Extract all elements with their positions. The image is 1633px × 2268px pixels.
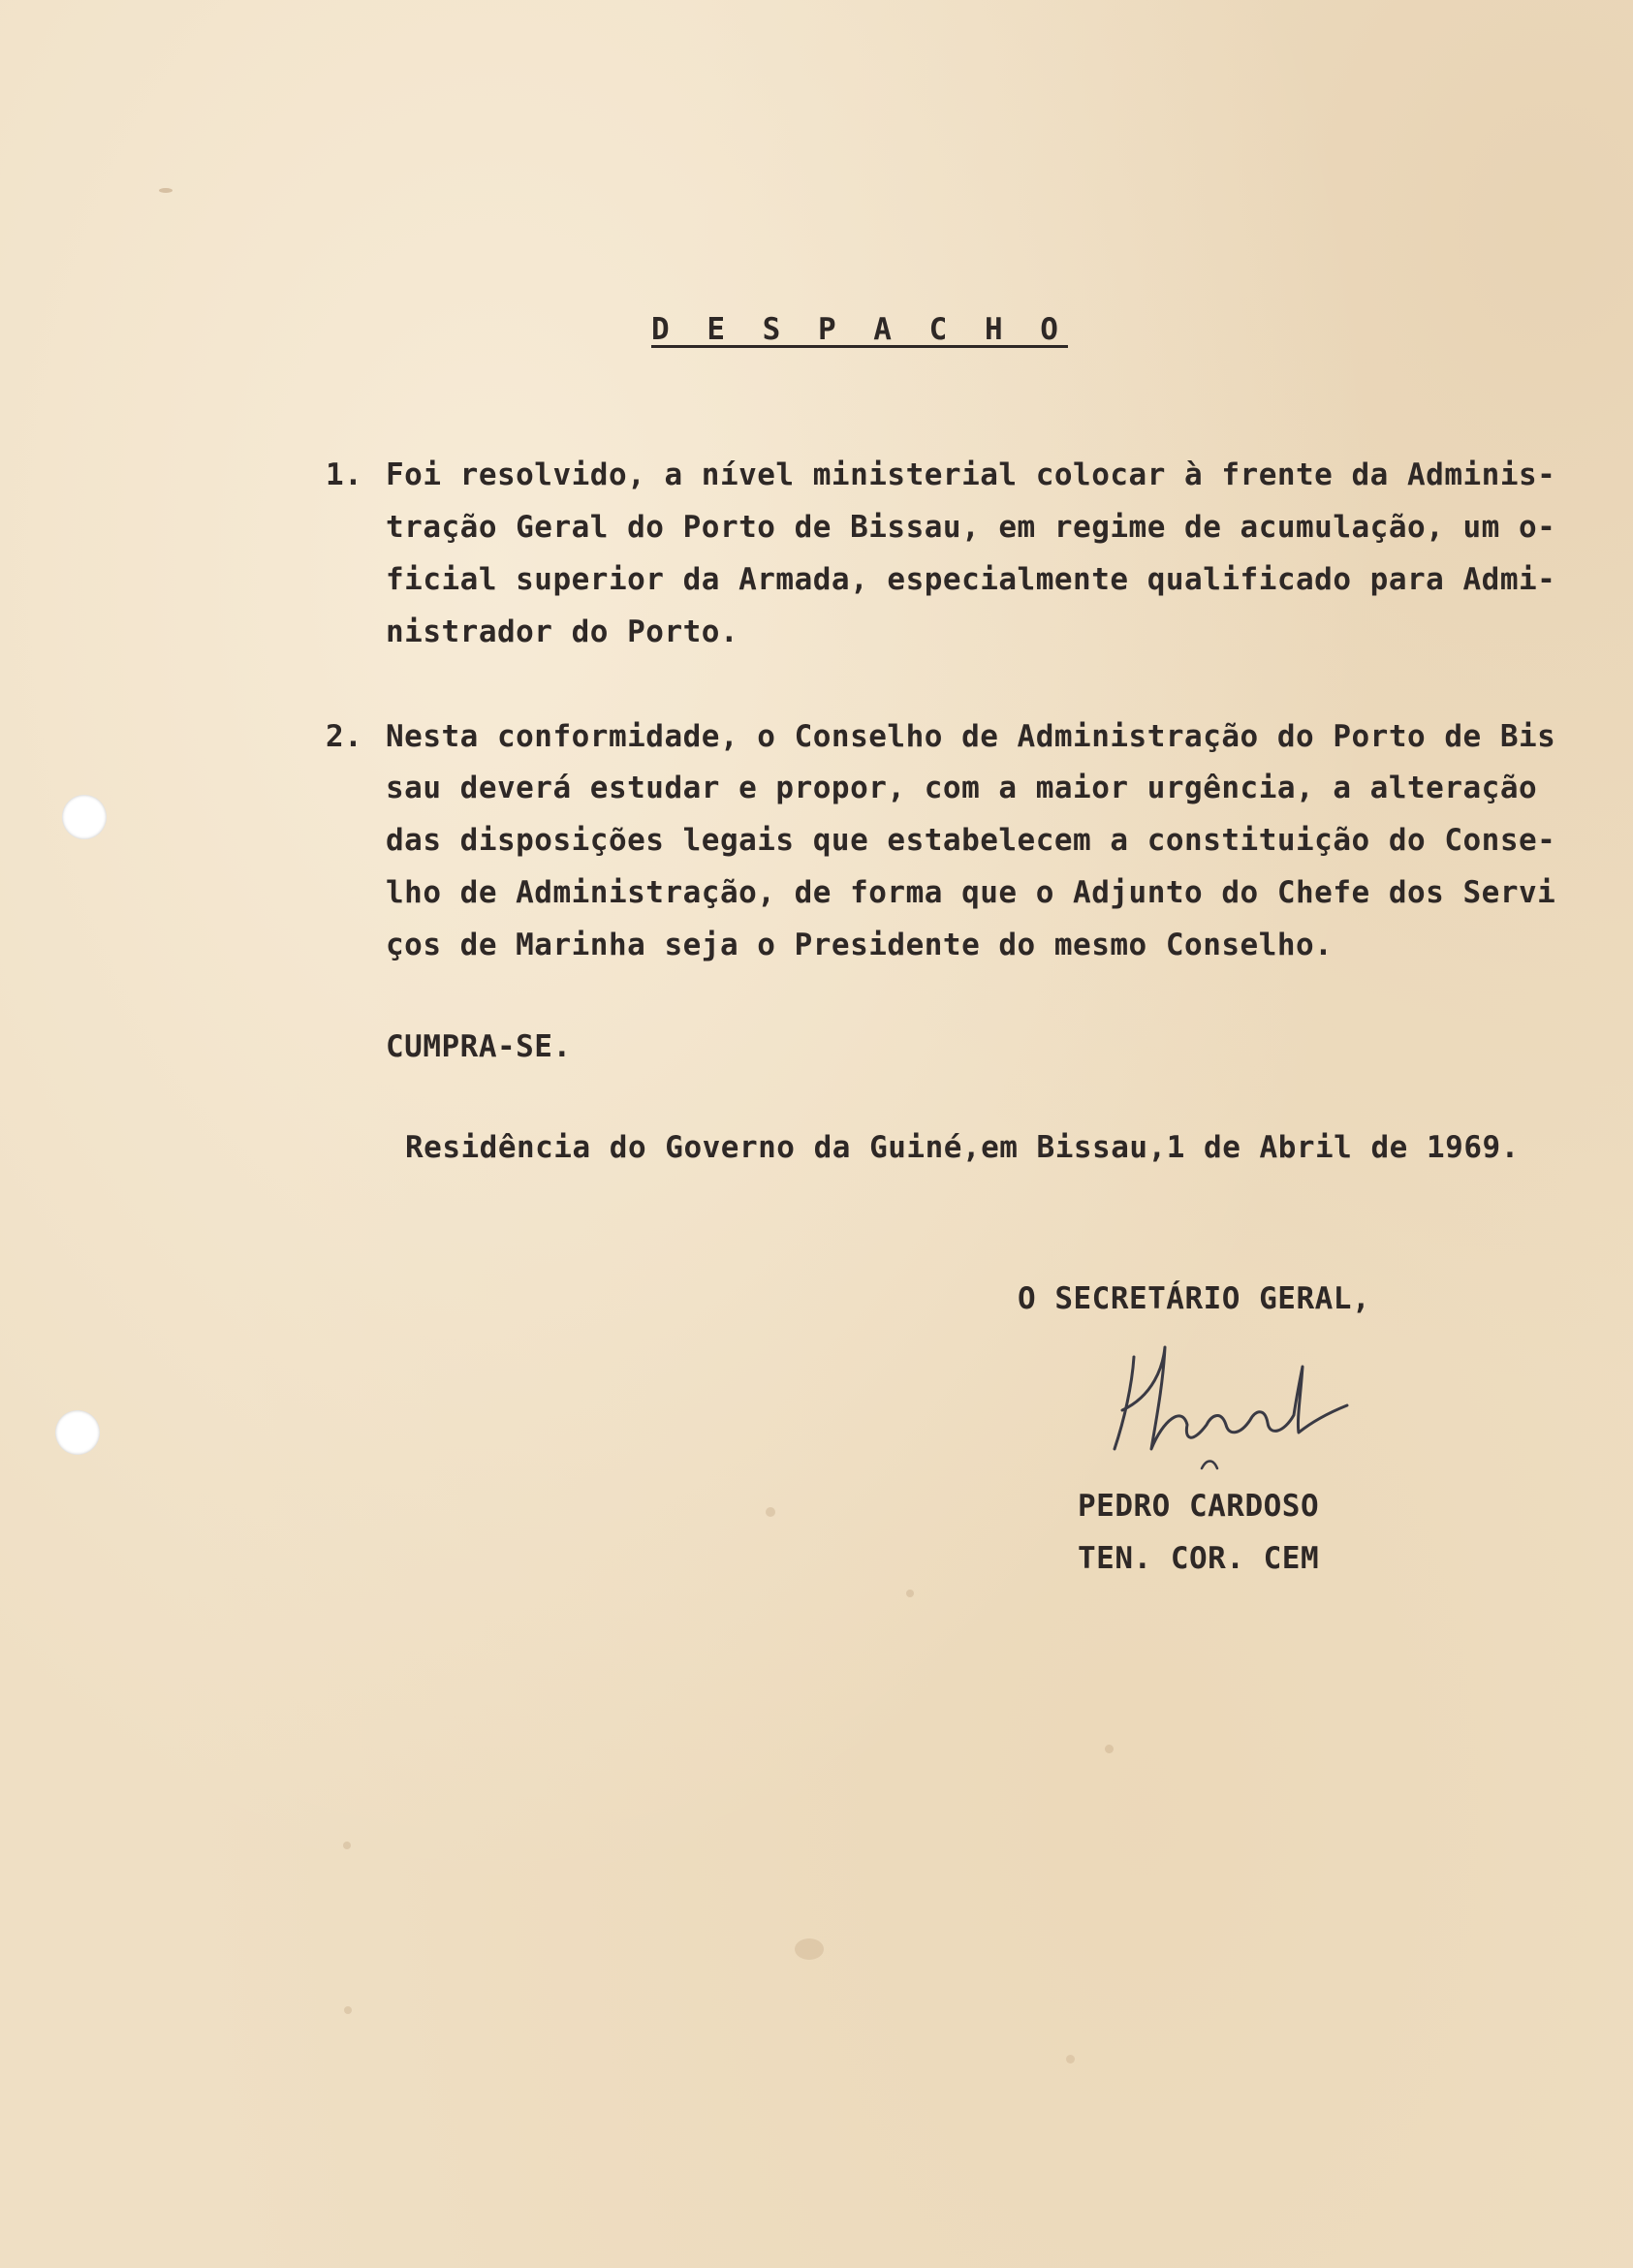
document-title: D E S P A C H O (651, 312, 1068, 347)
item-1-line-4: nistrador do Porto. (386, 614, 739, 649)
item-1-line-3: ficial superior da Armada, especialmente qualificado para Admi- (386, 562, 1556, 597)
item-2-line-1: Nesta conformidade, o Conselho de Administração do Porto de Bis (386, 719, 1556, 754)
item-2-line-2: sau deverá estudar e propor, com a maior urgência, a alteração (386, 771, 1538, 805)
item-1-number: 1. (326, 457, 363, 492)
place-date: Residência do Governo da Guiné,em Bissau,1 de Abril de 1969. (405, 1130, 1520, 1165)
punch-hole-bottom (55, 1410, 100, 1455)
paper-stain (1105, 1745, 1114, 1753)
paper-stain (1066, 2055, 1075, 2063)
signatory-name: PEDRO CARDOSO (1078, 1489, 1320, 1524)
paper-stain (766, 1507, 775, 1517)
signatory-rank: TEN. COR. CEM (1078, 1541, 1320, 1576)
item-2-line-4: lho de Administração, de forma que o Adjunto do Chefe dos Servi (386, 875, 1556, 910)
item-1-line-2: tração Geral do Porto de Bissau, em regime de acumulação, um o- (386, 510, 1556, 545)
paper-stain (906, 1590, 914, 1597)
item-2-line-3: das disposições legais que estabelecem a constituição do Conse- (386, 823, 1556, 858)
paper-stain (795, 1938, 824, 1960)
paper-stain (344, 2006, 352, 2014)
signatory-title: O SECRETÁRIO GERAL, (1018, 1281, 1371, 1316)
item-2-line-5: ços de Marinha seja o Presidente do mesmo Conselho. (386, 928, 1334, 962)
closing-order: CUMPRA-SE. (386, 1029, 572, 1064)
paper-stain (343, 1842, 351, 1849)
handwritten-signature (1095, 1328, 1386, 1473)
item-2-number: 2. (326, 719, 363, 754)
item-1-line-1: Foi resolvido, a nível ministerial colocar à frente da Adminis- (386, 457, 1556, 492)
ink-speck (159, 188, 173, 193)
punch-hole-top (62, 795, 107, 839)
